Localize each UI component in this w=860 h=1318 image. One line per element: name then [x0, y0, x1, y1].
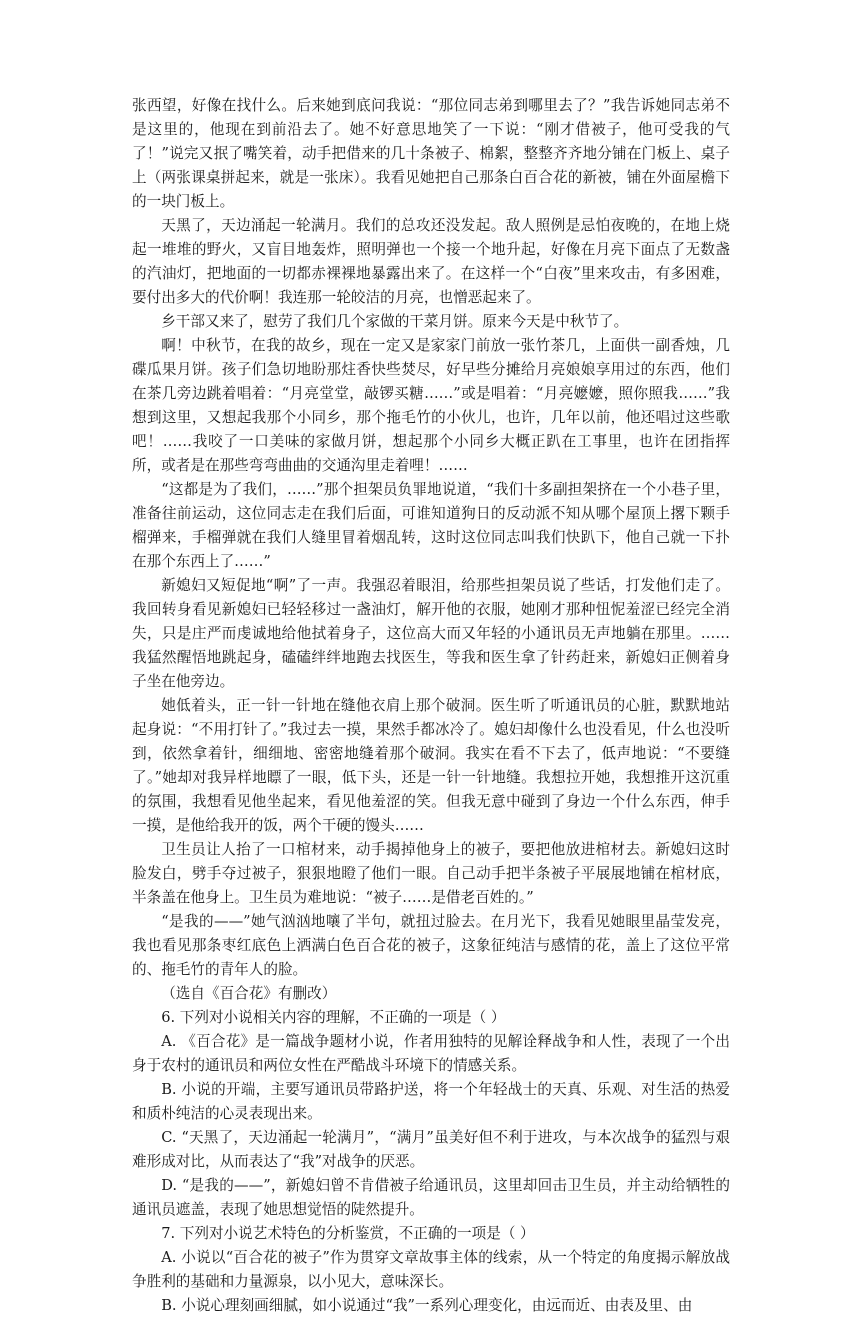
question-stem: 6. 下列对小说相关内容的理解，不正确的一项是（ ） — [161, 1009, 506, 1026]
option-a: A. 小说以“百合花的被子”作为贯穿文章故事主体的线索，从一个特定的角度揭示解放战争胜利的基础和力量源泉，以小见大，意味深长。 — [132, 1249, 730, 1290]
question-6 — [132, 1006, 730, 1222]
story-paragraph: 乡干部又来了，慰劳了我们几个家做的干菜月饼。原来今天是中秋节了。 — [161, 313, 629, 330]
story-paragraph: “是我的——”她气汹汹地嚷了半句，就扭过脸去。在月光下，我看见她眼里晶莹发亮，我也看见那条枣红底色上洒满白色百合花的被子，这象征纯洁与感情的花，盖上了这位平常的、拖毛竹的青年人的脸。 — [132, 913, 730, 978]
story-paragraph: 啊！中秋节，在我的故乡，现在一定又是家家门前放一张竹茶几，上面供一副香烛，几碟瓜果月饼。孩子们急切地盼那炷香快些焚尽，好早些分摊给月亮娘娘享用过的东西，他们在茶几旁边跳着唱着：“月亮堂堂，敲锣买糖……”或是唱着：“月亮嬷嬷，照你照我……”我想到这里，又想起我那个小同乡，那个拖毛竹的小伙儿，也许，几年以前，他还唱过这些歌吧！……我咬了一口美味的家做月饼，想起那个小同乡大概正趴在工事里，也许在团指挥所，或者是在那些弯弯曲曲的交通沟里走着哩！…… — [132, 337, 730, 474]
story-paragraph: “这都是为了我们，……”那个担架员负罪地说道，“我们十多副担架挤在一个小巷子里，准备往前运动，这位同志走在我们后面，可谁知道狗日的反动派不知从哪个屋顶上撂下颗手榴弹来，手榴弹就在我们人缝里冒着烟乱转，这时这位同志叫我们快趴下，他自己就一下扑在那个东西上了……” — [132, 481, 730, 570]
story-paragraph: 卫生员让人抬了一口棺材来，动手揭掉他身上的被子，要把他放进棺材去。新媳妇这时脸发白，劈手夺过被子，狠狠地瞪了他们一眼。自己动手把半条被子平展展地铺在棺材底，半条盖在他身上。卫生员为难地说：“被子……是借老百姓的。” — [132, 841, 730, 906]
option-c: C. “天黑了，天边涌起一轮满月”，“满月”虽美好但不利于进攻，与本次战争的猛烈与艰难形成对比，从而表达了“我”对战争的厌恶。 — [132, 1129, 730, 1170]
question-stem: 7. 下列对小说艺术特色的分析鉴赏，不正确的一项是（ ） — [161, 1225, 535, 1242]
option-b: B. 小说的开端，主要写通讯员带路护送，将一个年轻战士的天真、乐观、对生活的热爱和质朴纯洁的心灵表现出来。 — [132, 1081, 730, 1122]
option-b: B. 小说心理刻画细腻，如小说通过“我”一系列心理变化，由远而近、由表及里、由 — [161, 1297, 693, 1314]
story-body — [132, 94, 730, 1006]
story-paragraph: 张西望，好像在找什么。后来她到底问我说：“那位同志弟到哪里去了？”我告诉她同志弟不是这里的，他现在到前沿去了。她不好意思地笑了一下说：“刚才借被子，他可受我的气了！”说完又抿了嘴笑着，动手把借来的几十条被子、棉絮，整整齐齐地分铺在门板上、桌子上（两张课桌拼起来，就是一张床）。我看见她把自己那条白百合花的新被，铺在外面屋檐下的一块门板上。 — [132, 97, 730, 210]
story-paragraph: 她低着头，正一针一针地在缝他衣肩上那个破洞。医生听了听通讯员的心脏，默默地站起身说：“不用打针了。”我过去一摸，果然手都冰冷了。媳妇却像什么也没看见，什么也没听到，依然拿着针，细细地、密密地缝着那个破洞。我实在看不下去了，低声地说：“不要缝了。”她却对我异样地瞟了一眼，低下头，还是一针一针地缝。我想拉开她，我想推开这沉重的氛围，我想看见他坐起来，看见他羞涩的笑。但我无意中碰到了身边一个什么东西，伸手一摸，是他给我开的饭，两个干硬的馒头…… — [132, 697, 730, 834]
option-a: A. 《百合花》是一篇战争题材小说，作者用独特的见解诠释战争和人性，表现了一个出身于农村的通讯员和两位女性在严酷战斗环境下的情感关系。 — [132, 1033, 730, 1074]
story-paragraph: 天黑了，天边涌起一轮满月。我们的总攻还没发起。敌人照例是忌怕夜晚的，在地上烧起一堆堆的野火，又盲目地轰炸，照明弹也一个接一个地升起，好像在月亮下面点了无数盏的汽油灯，把地面的一切都赤裸裸地暴露出来了。在这样一个“白夜”里来攻击，有多困难，要付出多大的代价啊！我连那一轮皎洁的月亮，也憎恶起来了。 — [132, 217, 730, 306]
story-paragraph: 新媳妇又短促地“啊”了一声。我强忍着眼泪，给那些担架员说了些话，打发他们走了。我回转身看见新媳妇已轻轻移过一盏油灯，解开他的衣服，她刚才那种忸怩羞涩已经完全消失，只是庄严而虔诚地给他拭着身子，这位高大而又年轻的小通讯员无声地躺在那里。……我猛然醒悟地跳起身，磕磕绊绊地跑去找医生，等我和医生拿了针药赶来，新媳妇正侧着身子坐在他旁边。 — [132, 577, 730, 690]
document-page — [132, 94, 730, 1318]
source-citation: （选自《百合花》有删改） — [161, 985, 337, 1002]
option-d: D. “是我的——”，新媳妇曾不肯借被子给通讯员，这里却回击卫生员，并主动给牺牲的通讯员遮盖，表现了她思想觉悟的陡然提升。 — [132, 1177, 730, 1218]
question-7 — [132, 1222, 730, 1318]
